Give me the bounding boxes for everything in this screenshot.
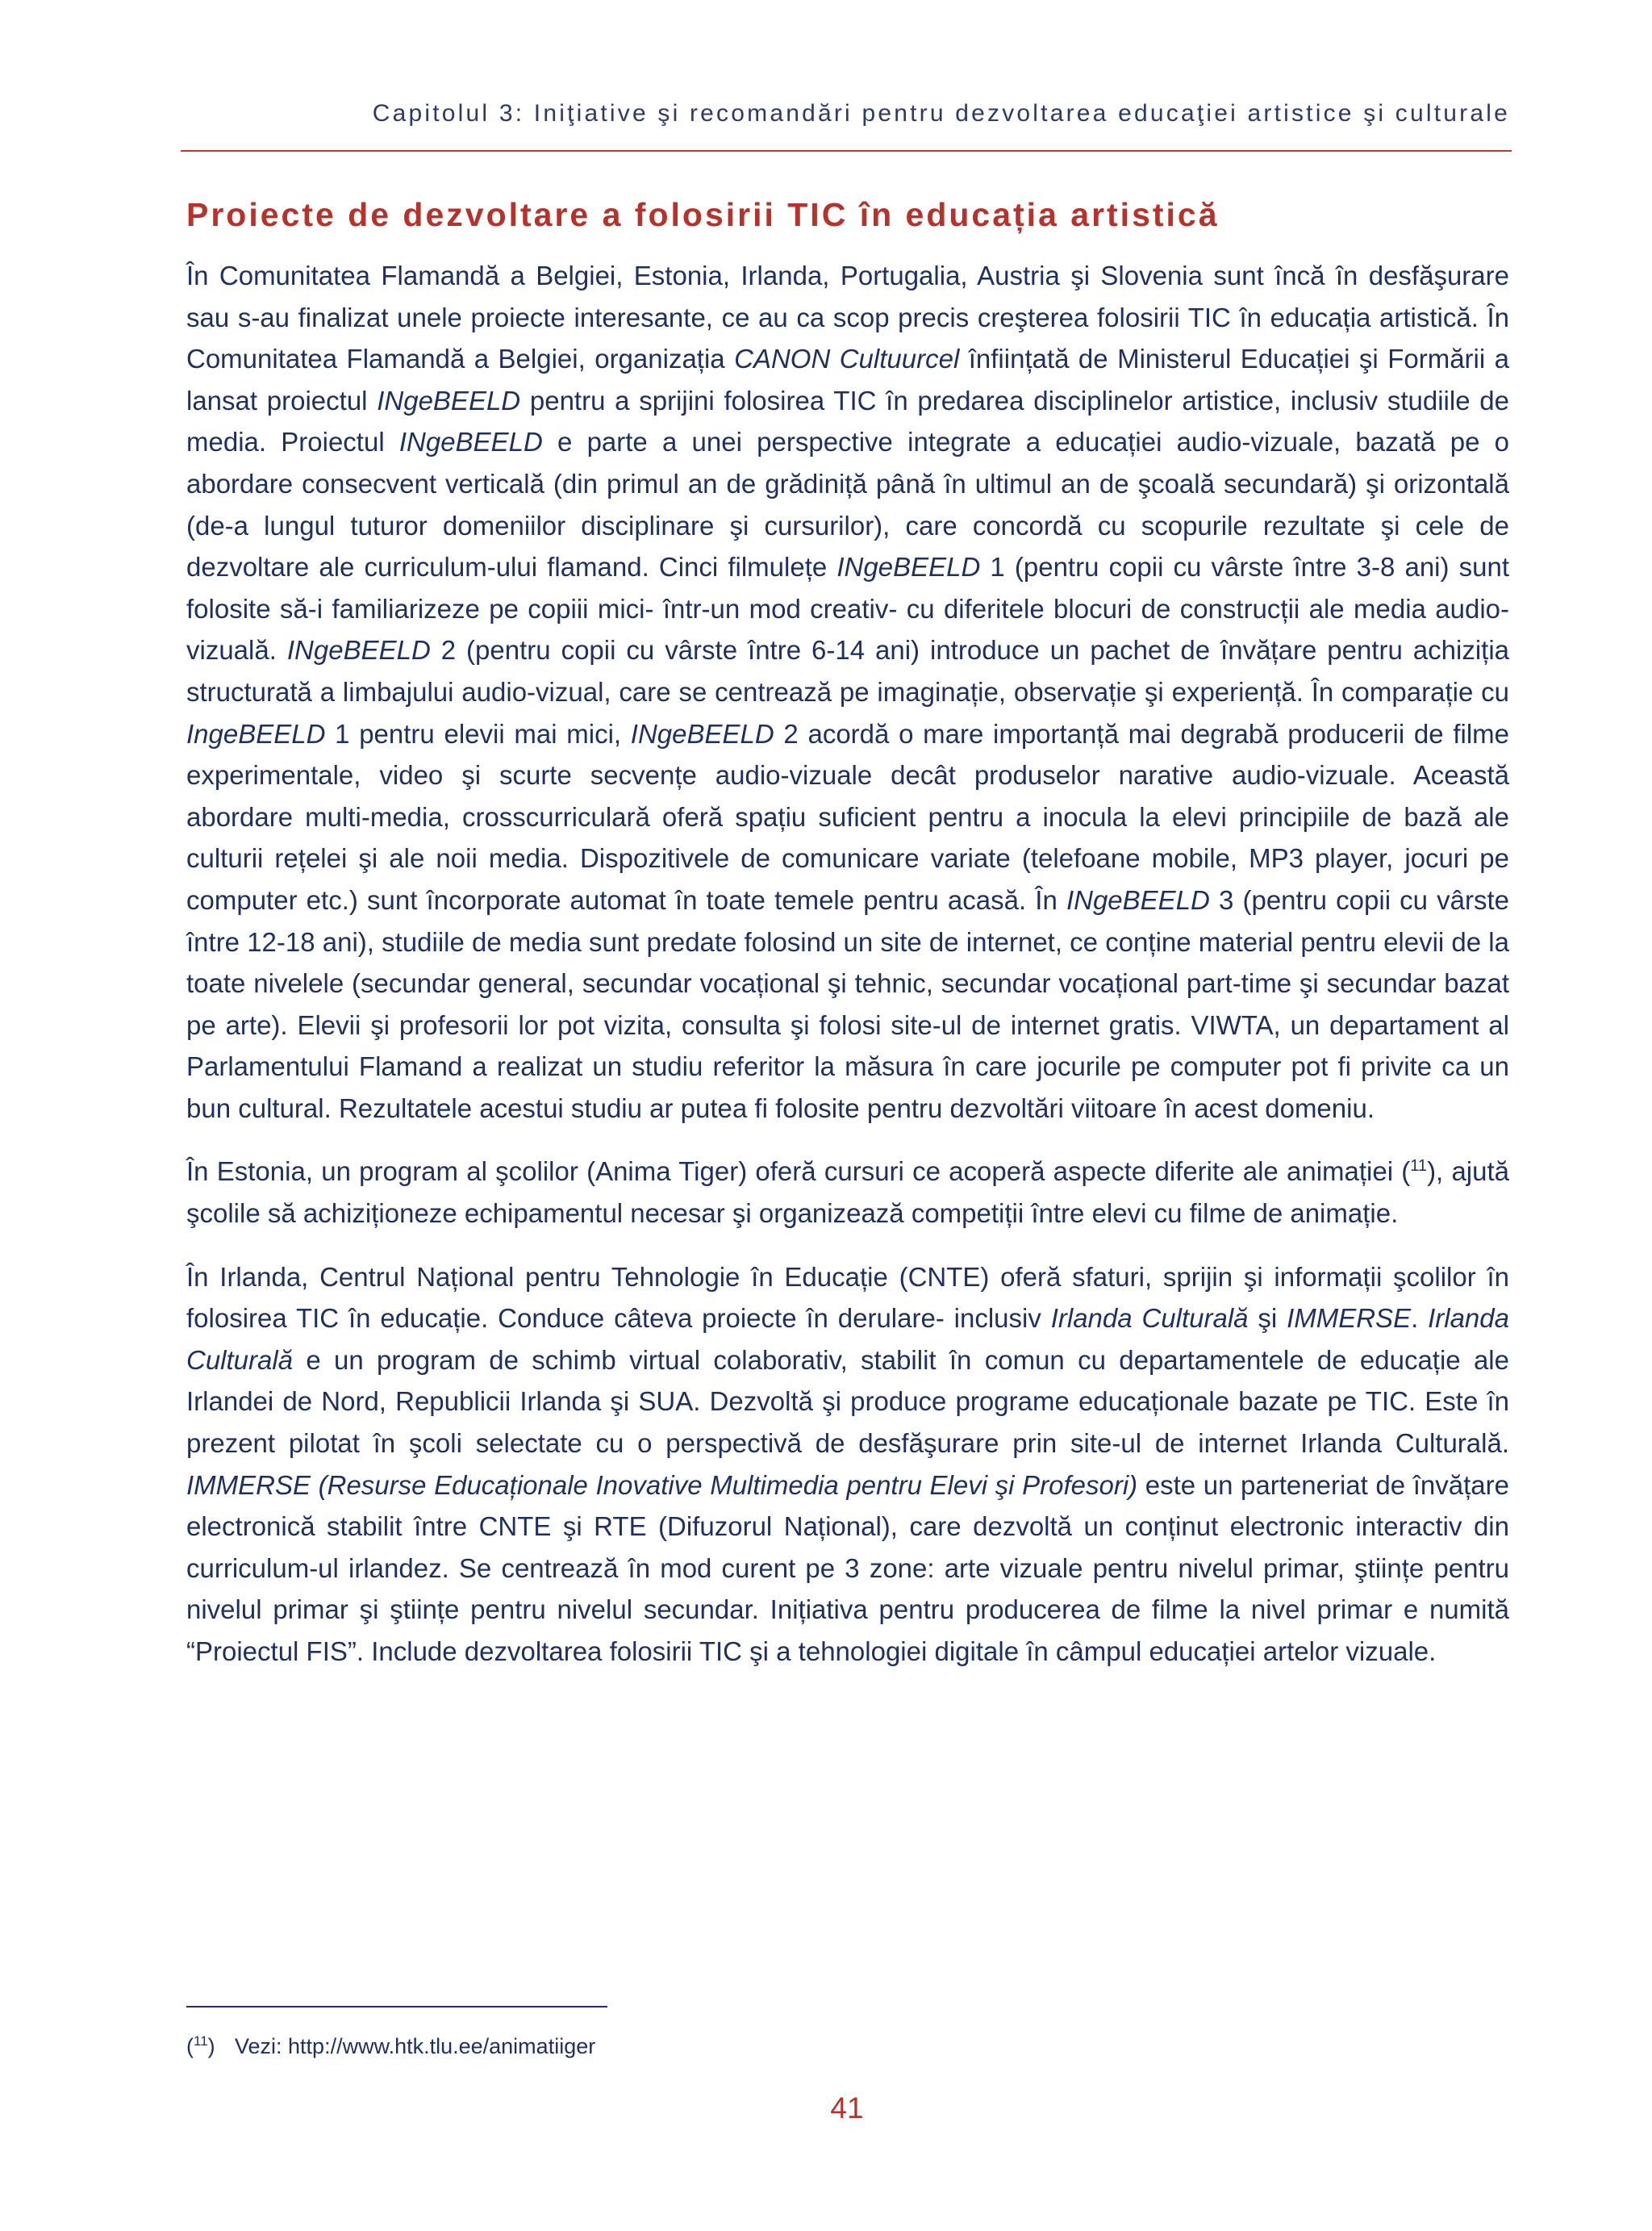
text-run: 1 (pentru copii cu vârste între 3-8 ani) sunt folosite să-i familiarizeze pe copiii mici- într-un mod creativ- cu diferitele blocuri de construcții ale media audio-vizuală. (186, 552, 1509, 666)
footnote-number: 11 (194, 2033, 208, 2049)
text-run: 2 acordă o mare importanță mai degrabă producerii de filme experimentale, video şi scurte secvențe audio-vizuale decât produselor narative audio-vizuale. Această abordare multi-media, crosscurriculară oferă spațiu suficient pentru a inocula la elevi principiile de bază ale culturii rețelei şi ale noii media. Dispozitivele de comunicare variate (telefoane mobile, MP3 player, jocuri pe computer etc.) sunt încorporate automat în toate temele pentru acasă. În (186, 718, 1509, 915)
project-name-ingebeeld: INgeBEELD (286, 635, 431, 666)
project-name-ingebeeld: IngeBEELD (186, 718, 326, 749)
footnote-paren-open: ( (186, 2034, 194, 2058)
project-name-immerse-full: IMMERSE (Resurse Educaționale Inovative Multimedia pentru Elevi şi Profesori) (186, 1469, 1138, 1500)
project-name-ingebeeld: INgeBEELD (377, 385, 521, 416)
project-name-irlanda-culturala: Irlanda Culturală (186, 1303, 1509, 1375)
project-name-irlanda-culturala: Irlanda Culturală (1050, 1303, 1249, 1334)
text-run: e un program de schimb virtual colaborativ, stabilit în comun cu departamentele de educație ale Irlandei de Nord, Republicii Irlanda şi SUA. Dezvoltă şi produce programe educaționale bazate pe TIC. Este în prezent pilotat în şcoli selectate cu o perspectivă de desfăşurare prin site-ul de internet Irlanda Culturală. (186, 1344, 1509, 1459)
header-rule (181, 150, 1512, 152)
text-run: înființată de Ministerul Educației şi Formării a lansat proiectul (186, 344, 1509, 416)
text-run: şi (1248, 1303, 1287, 1334)
text-run: pentru a sprijini folosirea TIC în predarea disciplinelor artistice, inclusiv studiile de media. Proiectul (186, 385, 1509, 457)
project-name-immerse: IMMERSE (1287, 1303, 1412, 1334)
project-name-ingebeeld: INgeBEELD (836, 552, 981, 583)
project-name-canon: CANON Cultuurcel (734, 344, 960, 374)
paragraph-ireland (186, 1256, 1509, 1673)
paragraph-flemish-community (186, 255, 1509, 1129)
footnote-text: Vezi: http://www.htk.tlu.ee/animatiiger (235, 2034, 596, 2058)
text-run: 3 (pentru copii cu vârste între 12-18 ani), studiile de media sunt predate folosind un site de internet, ce conține material pentru elevii de la toate nivelele (secundar general, secundar vocațional şi tehnic, secundar vocațional part-time şi secundar bazat pe arte). Elevii şi profesorii lor pot vizita, consulta şi folosi site-ul de internet gratis. VIWTA, un departament al Parlamentului Flamand a realizat un studiu referitor la măsura în care jocurile pe computer pot fi privite ca un bun cultural. Rezultatele acestui studiu ar putea fi folosite pentru dezvoltări viitoare în acest domeniu. (186, 884, 1509, 1123)
text-run: e parte a unei perspective integrate a educației audio-vizuale, bazată pe o abordare consecvent verticală (din primul an de grădiniță până în ultimul an de şcoală secundară) şi orizontală (de-a lungul tuturor domeniilor disciplinare şi cursurilor), care concordă cu scopurile rezultate şi cele de dezvoltare ale curriculum-ului flamand. Cinci filmulețe (186, 427, 1509, 583)
text-run: 1 pentru elevii mai mici, (325, 718, 631, 749)
footnote-separator (186, 2006, 607, 2007)
project-name-ingebeeld: INgeBEELD (398, 427, 543, 457)
text-run: este un parteneriat de învățare electronică stabilit între CNTE şi RTE (Difuzorul Național), care dezvoltă un conținut electronic interactiv din curriculum-ul irlandez. Se centrează în mod curent pe 3 zone: arte vizuale pentru nivelul primar, ştiințe pentru nivelul primar şi ştiințe pentru nivelul secundar. Inițiativa pentru producerea de filme la nivel primar e numită “Proiectul FIS”. Include dezvoltarea folosirii TIC şi a tehnologiei digitale în câmpul educației artelor vizuale. (186, 1469, 1509, 1666)
paragraph-estonia (186, 1151, 1509, 1234)
footnote-paren-close: ) (207, 2034, 215, 2058)
text-run: . (1411, 1303, 1429, 1334)
text-run: În Estonia, un program al şcolilor (Anima Tiger) oferă cursuri ce acoperă aspecte diferite ale animației ( (186, 1156, 1411, 1187)
text-run: În Irlanda, Centrul Național pentru Tehnologie în Educație (CNTE) oferă sfaturi, sprijin şi informații şcolilor în folosirea TIC în educație. Conduce câteva proiecte în derulare- inclusiv (186, 1261, 1509, 1334)
footnote (186, 2033, 595, 2059)
section-title: Proiecte de dezvoltare a folosirii TIC în educația artistică (186, 196, 1220, 233)
project-name-ingebeeld: INgeBEELD (1066, 884, 1210, 915)
footnote-reference[interactable]: 11 (1410, 1157, 1428, 1176)
text-run: 2 (pentru copii cu vârste între 6-14 ani) introduce un pachet de învățare pentru achiziția structurată a limbajului audio-vizual, care se centrează pe imaginație, observație şi experiență. În comparație cu (186, 635, 1509, 707)
text-run: ), ajută şcolile să achiziționeze echipamentul necesar şi organizează competiții între elevi cu filme de animație. (186, 1156, 1510, 1229)
page-number: 41 (830, 2091, 864, 2124)
footnote-marker (186, 2033, 235, 2059)
running-header: Capitolul 3: Iniţiative şi recomandări pentru dezvoltarea educaţiei artistice şi culturale (372, 100, 1510, 127)
body-text (186, 255, 1509, 1694)
text-run: În Comunitatea Flamandă a Belgiei, Estonia, Irlanda, Portugalia, Austria şi Slovenia sunt încă în desfăşurare sau s-au finalizat unele proiecte interesante, ce au ca scop precis creşterea folosirii TIC în educația artistică. În Comunitatea Flamandă a Belgiei, organizația (186, 261, 1509, 374)
project-name-ingebeeld: INgeBEELD (630, 718, 774, 749)
